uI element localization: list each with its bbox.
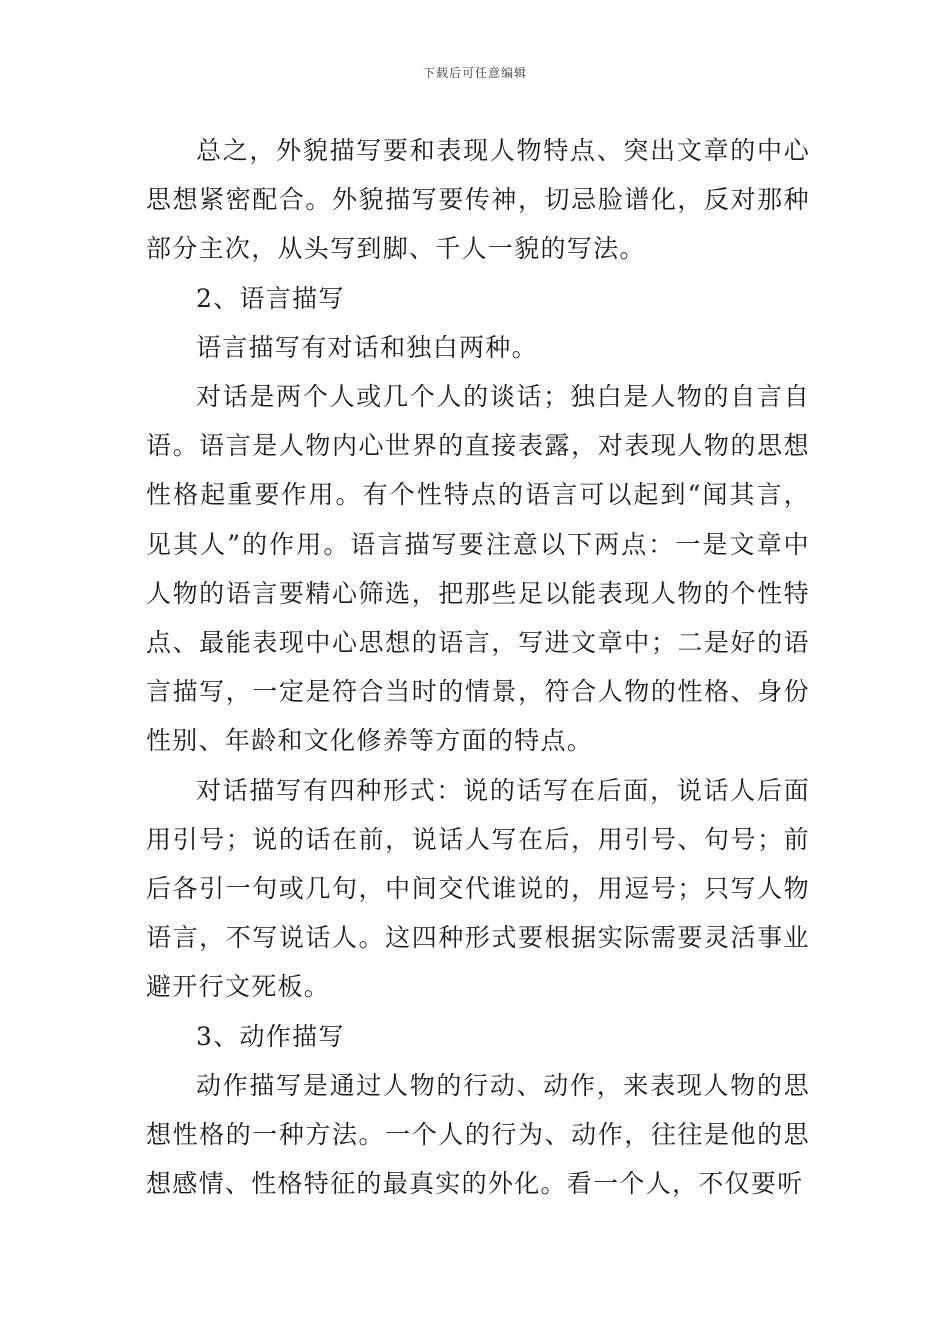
paragraph-action-description: 动作描写是通过人物的行动、动作，来表现人物的思想性格的一种方法。一个人的行为、动作，往往是他的思想感情、性格特征的最真实的外化。看一个人，不仅要听 xyxy=(146,1070,810,1199)
document-body xyxy=(146,126,810,1208)
paragraph-dialogue-monologue: 对话是两个人或几个人的谈话；独白是人物的自言自语。语言是人物内心世界的直接表露，对表现人物的思想性格起重要作用。有个性特点的语言可以起到“闻其言，见其人”的作用。语言描写要注意以下两点：一是文章中人物的语言要精心筛选，把那些足以能表现人物的个性特点、最能表现中心思想的语言，写进文章中；二是好的语言描写，一定是符合当时的情景，符合人物的性格、身份性别、年龄和文化修养等方面的特点。 xyxy=(146,382,810,756)
paragraph-dialogue-forms: 对话描写有四种形式：说的话写在后面，说话人后面用引号；说的话在前，说话人写在后，用引号、句号；前后各引一句或几句，中间交代谁说的，用逗号；只写人物语言，不写说话人。这四种形式要根据实际需要灵活事业避开行文死板。 xyxy=(146,775,810,1002)
paragraph-summary: 总之，外貌描写要和表现人物特点、突出文章的中心思想紧密配合。外貌描写要传神，切忌脸谱化，反对那种部分主次，从头写到脚、千人一貌的写法。 xyxy=(146,136,810,264)
paragraph-language-types: 语言描写有对话和独白两种。 xyxy=(196,332,538,362)
section-heading-action: 3、动作描写 xyxy=(196,1021,345,1051)
section-heading-language: 2、语言描写 xyxy=(196,283,345,313)
page-header: 下载后可任意编辑 xyxy=(422,66,527,80)
